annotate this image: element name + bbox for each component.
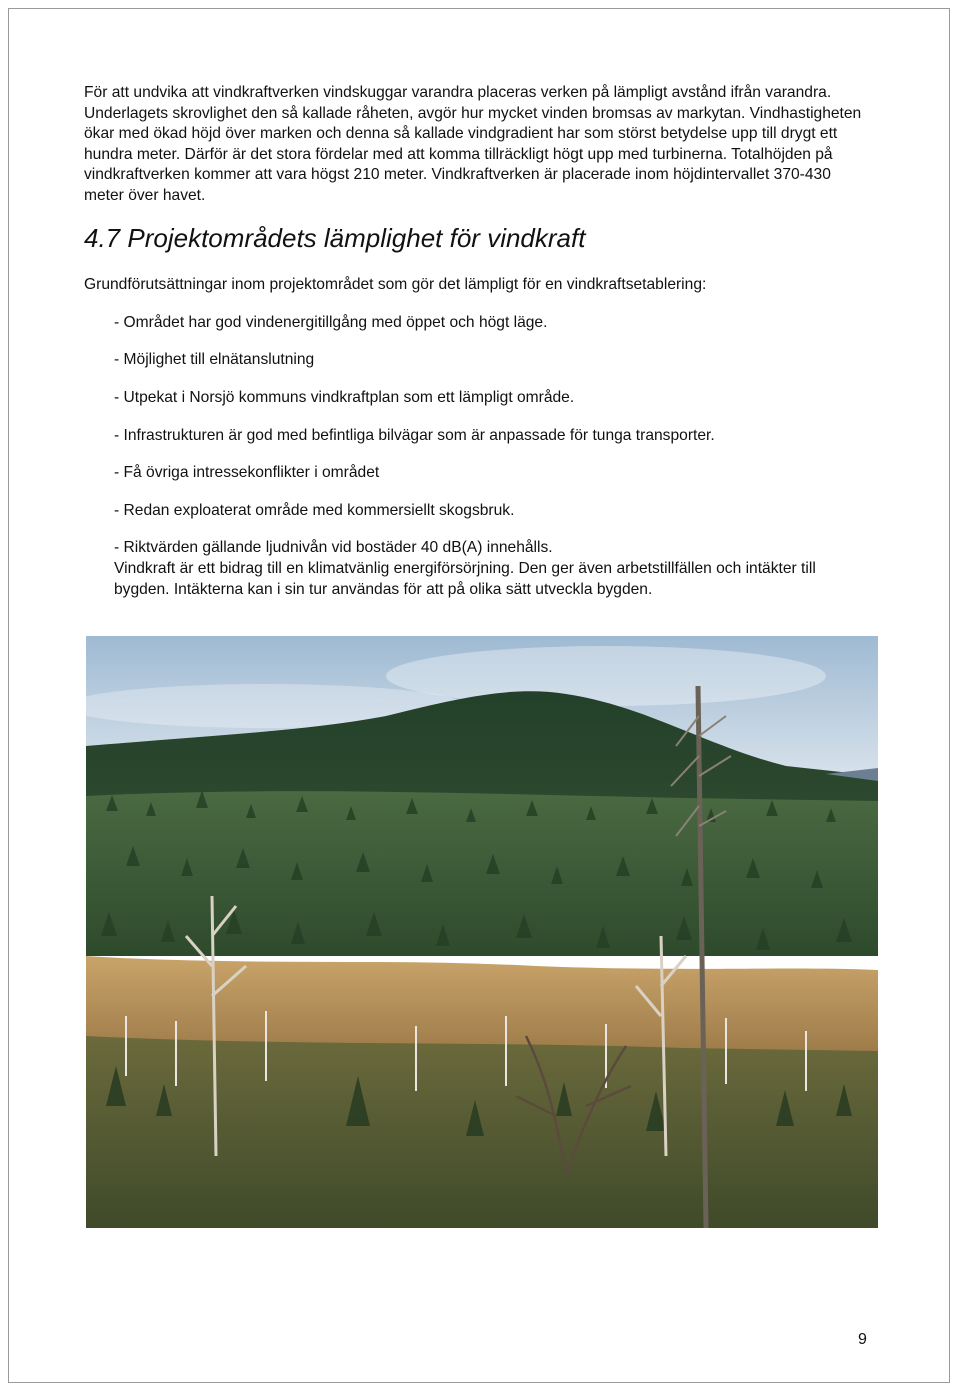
list-item: - Utpekat i Norsjö kommuns vindkraftplan som ett lämpligt område.: [114, 389, 575, 406]
lead-text: Grundförutsättningar inom projektområdet som gör det lämpligt för en vindkraftsetablering:: [84, 276, 707, 293]
list-item: - Riktvärden gällande ljudnivån vid bostäder 40 dB(A) innehålls.: [114, 539, 553, 556]
page-number: 9: [858, 1331, 867, 1348]
list-item: - Möjlighet till elnätanslutning: [114, 351, 315, 368]
list-item: - Infrastrukturen är god med befintliga bilvägar som är anpassade för tunga transporter.: [114, 427, 715, 444]
intro-paragraph: För att undvika att vindkraftverken vindskuggar varandra placeras verken på lämpligt avstånd ifrån varandra. Underlagets skrovlighet den så kallade råheten, avgör hur mycket vinden bromsas av markytan. Vindhastigheten ökar med ökad höjd över marken och denna så kallade vindgradient har som störst betydelse upp till drygt ett hundra meter. Därför är det stora fördelar med att komma tillräckligt högt upp med turbinerna. Totalhöjden på vindkraftverken kommer att vara högst 210 meter. Vindkraftverken är placerade inom höjdintervallet 370-430 meter över havet.: [84, 84, 862, 204]
list-item: - Få övriga intressekonflikter i området: [114, 464, 380, 481]
landscape-photo: [86, 636, 878, 1228]
list-item: - Området har god vindenergitillgång med öppet och högt läge.: [114, 314, 548, 331]
section-heading: 4.7 Projektområdets lämplighet för vindkraft: [84, 223, 586, 253]
closing-paragraph: Vindkraft är ett bidrag till en klimatvänlig energiförsörjning. Den ger även arbetstillfällen och intäkter till bygden. Intäkterna kan i sin tur användas för att på olika sätt utveckla bygden.: [114, 560, 816, 598]
list-item: - Redan exploaterat område med kommersiellt skogsbruk.: [114, 502, 515, 519]
